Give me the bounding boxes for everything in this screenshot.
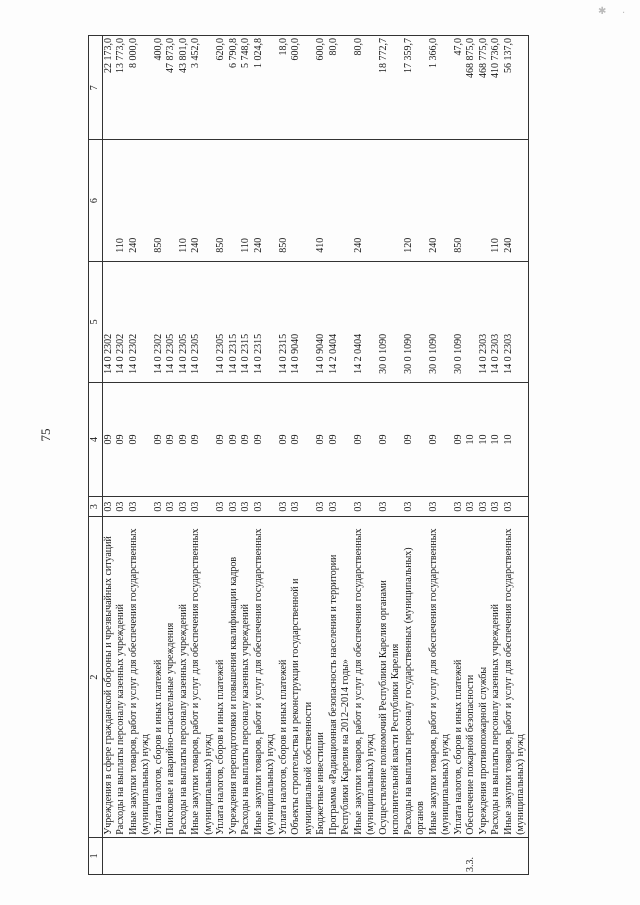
target-article-code: 14 0 2315 <box>228 261 241 382</box>
subsection-code: 09 <box>353 382 378 496</box>
row-number <box>403 837 428 874</box>
expense-type-code: 110 <box>240 140 253 261</box>
subsection-code: 09 <box>190 382 215 496</box>
target-article-code: 14 0 2302 <box>102 261 115 382</box>
amount: 410 736,0 <box>490 36 503 140</box>
expense-type-code: 410 <box>315 140 328 261</box>
target-article-code: 30 0 1090 <box>428 261 453 382</box>
subsection-code: 09 <box>178 382 191 496</box>
subsection-code: 10 <box>478 382 491 496</box>
expense-type-code <box>328 140 353 261</box>
table-row <box>465 36 478 875</box>
row-number <box>378 837 403 874</box>
expense-type-code <box>228 140 241 261</box>
row-name: Уплата налогов, сборов и иных платежей <box>278 517 291 837</box>
amount: 17 359,7 <box>403 36 428 140</box>
scan-mark: · <box>622 8 626 19</box>
page-number: 75 <box>38 428 53 442</box>
target-article-code: 14 0 2315 <box>240 261 253 382</box>
section-code: 03 <box>215 496 228 516</box>
expense-type-code: 240 <box>428 140 453 261</box>
subsection-code: 09 <box>128 382 153 496</box>
expense-type-code: 120 <box>403 140 428 261</box>
target-article-code: 14 0 9040 <box>290 261 315 382</box>
section-code: 03 <box>190 496 215 516</box>
table-row <box>490 36 503 875</box>
row-number <box>453 837 466 874</box>
section-code: 03 <box>478 496 491 516</box>
expense-type-code: 240 <box>190 140 215 261</box>
subsection-code: 09 <box>102 382 115 496</box>
row-name: Иные закупки товаров, работ и услуг для обеспечения государственных (муниципальных) нужд <box>128 517 153 837</box>
subsection-code: 09 <box>328 382 353 496</box>
table-row <box>190 36 215 875</box>
row-number <box>353 837 378 874</box>
section-code: 03 <box>490 496 503 516</box>
amount: 43 801,0 <box>178 36 191 140</box>
row-name: Иные закупки товаров, работ и услуг для обеспечения государственных (муниципальных) нужд <box>353 517 378 837</box>
subsection-code: 09 <box>378 382 403 496</box>
budget-table <box>88 35 529 875</box>
row-number <box>328 837 353 874</box>
header-cell: 4 <box>89 382 103 496</box>
row-name: Уплата налогов, сборов и иных платежей <box>453 517 466 837</box>
scan-mark: ✱ <box>598 6 607 17</box>
expense-type-code: 240 <box>353 140 378 261</box>
header-cell: 1 <box>89 837 103 874</box>
row-name: Учреждения в сфере гражданской обороны и чрезвычайных ситуаций <box>102 517 115 837</box>
target-article-code: 14 0 2302 <box>153 261 166 382</box>
expense-type-code: 240 <box>128 140 153 261</box>
section-code: 03 <box>378 496 403 516</box>
row-number <box>102 837 115 874</box>
target-article-code: 14 0 2303 <box>490 261 503 382</box>
row-name: Уплата налогов, сборов и иных платежей <box>215 517 228 837</box>
row-name: Осуществление полномочий Республики Карелия органами исполнительной власти Республики Карелия <box>378 517 403 837</box>
target-article-code: 14 2 0404 <box>328 261 353 382</box>
target-article-code: 30 0 1090 <box>378 261 403 382</box>
amount: 5 748,0 <box>240 36 253 140</box>
header-row <box>89 36 103 875</box>
row-name: Иные закупки товаров, работ и услуг для обеспечения государственных (муниципальных) нужд <box>253 517 278 837</box>
table-row <box>328 36 353 875</box>
subsection-code: 09 <box>253 382 278 496</box>
table-row <box>278 36 291 875</box>
row-number <box>153 837 166 874</box>
row-name: Расходы на выплаты персоналу казенных учреждений <box>240 517 253 837</box>
subsection-code: 09 <box>228 382 241 496</box>
target-article-code: 14 0 2303 <box>503 261 529 382</box>
row-name: Бюджетные инвестиции <box>315 517 328 837</box>
header-cell: 5 <box>89 261 103 382</box>
subsection-code: 09 <box>165 382 178 496</box>
target-article-code: 14 0 9040 <box>315 261 328 382</box>
budget-table-rotated <box>88 35 529 875</box>
row-name: Расходы на выплаты персоналу казенных учреждений <box>115 517 128 837</box>
subsection-code: 10 <box>490 382 503 496</box>
table-row <box>165 36 178 875</box>
amount: 8 000,0 <box>128 36 153 140</box>
subsection-code: 09 <box>315 382 328 496</box>
row-number: 3.3. <box>465 837 478 874</box>
row-number <box>128 837 153 874</box>
row-number <box>478 837 491 874</box>
target-article-code: 14 0 2305 <box>215 261 228 382</box>
table-row <box>353 36 378 875</box>
section-code: 03 <box>465 496 478 516</box>
section-code: 03 <box>240 496 253 516</box>
subsection-code: 10 <box>465 382 478 496</box>
row-number <box>503 837 529 874</box>
header-cell: 7 <box>89 36 103 140</box>
header-cell: 6 <box>89 140 103 261</box>
row-number <box>228 837 241 874</box>
subsection-code: 10 <box>503 382 529 496</box>
section-code: 03 <box>253 496 278 516</box>
amount: 3 452,0 <box>190 36 215 140</box>
row-name: Поисковые и аварийно-спасательные учреждения <box>165 517 178 837</box>
section-code: 03 <box>102 496 115 516</box>
target-article-code: 14 0 2305 <box>165 261 178 382</box>
row-name: Расходы на выплаты персоналу казенных учреждений <box>178 517 191 837</box>
amount: 600,0 <box>315 36 328 140</box>
section-code: 03 <box>165 496 178 516</box>
row-number <box>253 837 278 874</box>
expense-type-code: 850 <box>215 140 228 261</box>
target-article-code: 30 0 1090 <box>403 261 428 382</box>
expense-type-code: 110 <box>178 140 191 261</box>
target-article-code <box>465 261 478 382</box>
amount: 1 024,8 <box>253 36 278 140</box>
section-code: 03 <box>328 496 353 516</box>
amount: 1 366,0 <box>428 36 453 140</box>
target-article-code: 14 0 2302 <box>115 261 128 382</box>
table-row <box>453 36 466 875</box>
row-number <box>215 837 228 874</box>
table-row <box>253 36 278 875</box>
row-name: Объекты строительства и реконструкции государственной и муниципальной собственности <box>290 517 315 837</box>
subsection-code: 09 <box>115 382 128 496</box>
row-name: Расходы на выплаты персоналу казенных учреждений <box>490 517 503 837</box>
table-row <box>153 36 166 875</box>
expense-type-code: 850 <box>153 140 166 261</box>
row-number <box>290 837 315 874</box>
table-row <box>128 36 153 875</box>
table-row <box>290 36 315 875</box>
expense-type-code: 110 <box>490 140 503 261</box>
section-code: 03 <box>228 496 241 516</box>
target-article-code: 14 0 2315 <box>278 261 291 382</box>
amount: 18,0 <box>278 36 291 140</box>
expense-type-code <box>378 140 403 261</box>
amount: 6 790,8 <box>228 36 241 140</box>
expense-type-code: 240 <box>503 140 529 261</box>
amount: 56 137,0 <box>503 36 529 140</box>
amount: 468 875,0 <box>465 36 478 140</box>
table-row <box>178 36 191 875</box>
section-code: 03 <box>403 496 428 516</box>
subsection-code: 09 <box>240 382 253 496</box>
section-code: 03 <box>503 496 529 516</box>
expense-type-code <box>478 140 491 261</box>
subsection-code: 09 <box>453 382 466 496</box>
section-code: 03 <box>453 496 466 516</box>
table-row <box>102 36 115 875</box>
row-name: Иные закупки товаров, работ и услуг для обеспечения государственных (муниципальных) нужд <box>190 517 215 837</box>
table-body <box>102 36 528 875</box>
row-number <box>178 837 191 874</box>
subsection-code: 09 <box>278 382 291 496</box>
row-name: Учреждения переподготовки и повышения квалификации кадров <box>228 517 241 837</box>
expense-type-code <box>290 140 315 261</box>
target-article-code: 14 2 0404 <box>353 261 378 382</box>
header-cell: 3 <box>89 496 103 516</box>
expense-type-code: 850 <box>278 140 291 261</box>
target-article-code: 14 0 2305 <box>190 261 215 382</box>
amount: 47 873,0 <box>165 36 178 140</box>
table-row <box>378 36 403 875</box>
section-code: 03 <box>128 496 153 516</box>
section-code: 03 <box>315 496 328 516</box>
subsection-code: 09 <box>153 382 166 496</box>
expense-type-code <box>465 140 478 261</box>
row-name: Уплата налогов, сборов и иных платежей <box>153 517 166 837</box>
header-cell: 2 <box>89 517 103 837</box>
expense-type-code: 850 <box>453 140 466 261</box>
row-number <box>490 837 503 874</box>
row-number <box>315 837 328 874</box>
row-name: Расходы на выплаты персоналу государственных (муниципальных) органов <box>403 517 428 837</box>
table-row <box>403 36 428 875</box>
table-row <box>115 36 128 875</box>
target-article-code: 14 0 2315 <box>253 261 278 382</box>
subsection-code: 09 <box>215 382 228 496</box>
row-name: Иные закупки товаров, работ и услуг для обеспечения государственных (муниципальных) нужд <box>428 517 453 837</box>
table-row <box>478 36 491 875</box>
amount: 13 773,0 <box>115 36 128 140</box>
expense-type-code: 110 <box>115 140 128 261</box>
table-row <box>228 36 241 875</box>
table-row <box>215 36 228 875</box>
expense-type-code: 240 <box>253 140 278 261</box>
row-name: Обеспечение пожарной безопасности <box>465 517 478 837</box>
amount: 468 775,0 <box>478 36 491 140</box>
section-code: 03 <box>178 496 191 516</box>
row-number <box>115 837 128 874</box>
expense-type-code <box>102 140 115 261</box>
amount: 22 173,0 <box>102 36 115 140</box>
table-row <box>240 36 253 875</box>
row-number <box>165 837 178 874</box>
row-number <box>190 837 215 874</box>
section-code: 03 <box>153 496 166 516</box>
target-article-code: 14 0 2302 <box>128 261 153 382</box>
target-article-code: 30 0 1090 <box>453 261 466 382</box>
table-row <box>428 36 453 875</box>
expense-type-code <box>165 140 178 261</box>
section-code: 03 <box>353 496 378 516</box>
target-article-code: 14 0 2303 <box>478 261 491 382</box>
amount: 47,0 <box>453 36 466 140</box>
subsection-code: 09 <box>428 382 453 496</box>
target-article-code: 14 0 2305 <box>178 261 191 382</box>
row-number <box>278 837 291 874</box>
amount: 18 772,7 <box>378 36 403 140</box>
amount: 400,0 <box>153 36 166 140</box>
amount: 80,0 <box>328 36 353 140</box>
amount: 80,0 <box>353 36 378 140</box>
section-code: 03 <box>278 496 291 516</box>
row-name: Иные закупки товаров, работ и услуг для обеспечения государственных (муниципальных) нужд <box>503 517 529 837</box>
section-code: 03 <box>290 496 315 516</box>
section-code: 03 <box>115 496 128 516</box>
table-row <box>503 36 529 875</box>
row-name: Учреждения противопожарной службы <box>478 517 491 837</box>
subsection-code: 09 <box>290 382 315 496</box>
section-code: 03 <box>428 496 453 516</box>
amount: 600,0 <box>290 36 315 140</box>
subsection-code: 09 <box>403 382 428 496</box>
row-number <box>428 837 453 874</box>
row-name: Программа «Радиационная безопасность населения и территории Республики Карелия на 2012–2014 годы» <box>328 517 353 837</box>
row-number <box>240 837 253 874</box>
table-row <box>315 36 328 875</box>
amount: 620,0 <box>215 36 228 140</box>
